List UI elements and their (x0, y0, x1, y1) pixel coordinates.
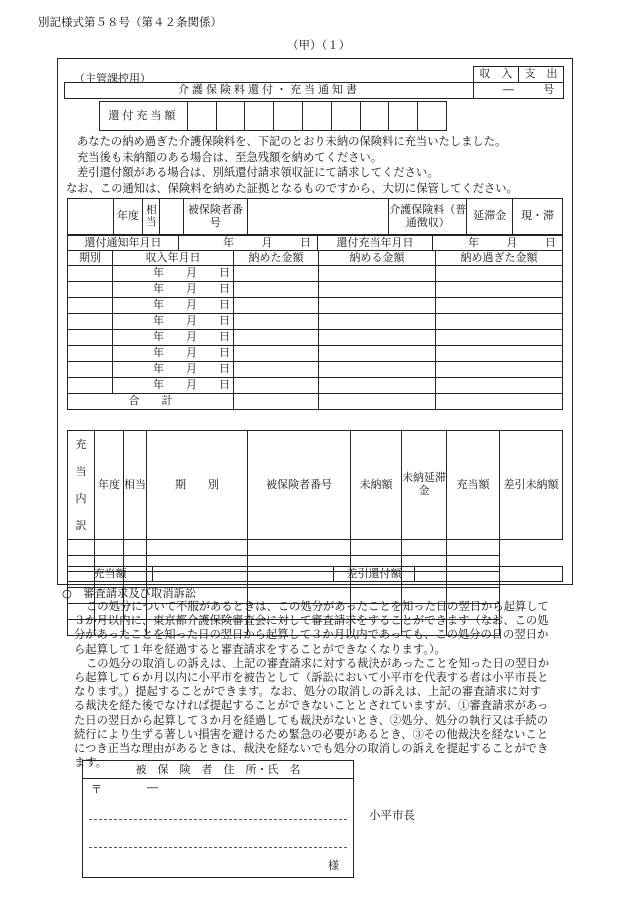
allocation-side-label (68, 431, 95, 540)
alloc-col-insured-no: 被保険者番号 (248, 431, 351, 540)
payment-due (319, 314, 436, 330)
mayor-name: 小平市長 (369, 808, 415, 822)
payment-due (319, 346, 436, 362)
form-variant: （甲）（１） (287, 38, 351, 52)
address-line (89, 847, 347, 848)
date-day: 日 (219, 266, 230, 280)
appeal-line: につき正当な理由があるときは、裁決を経ないでも処分の取消しの訴えを提起することができ (74, 742, 549, 756)
payment-row (68, 314, 563, 330)
appeal-line: ら起算して６か月以内に小平市を被告として（訴訟において小平市を代表する者は小平市長と (74, 671, 549, 685)
postal-mark: 〒 (91, 783, 102, 796)
payment-date (113, 298, 234, 314)
payment-date (113, 378, 234, 394)
appeal-line: 続行により生ずる著しい損害を避けるため緊急の必要があるとき、③その他裁決を経ないこと (74, 727, 549, 741)
notice-line: あなたの納め過ぎた介護保険料を、下記のとおり未納の保険料に充当いたしました。 (77, 135, 507, 148)
dates-table (67, 235, 563, 251)
notice-number (473, 83, 563, 99)
payment-period (68, 314, 113, 330)
alloc-col-category: 相当 (124, 431, 147, 540)
date-month: 月 (186, 346, 197, 360)
payment-due (319, 282, 436, 298)
payment-paid (234, 330, 319, 346)
appeal-line: この処分について不服があるときは、この処分があったことを知った日の翌日から起算して (86, 600, 549, 613)
payment-date (113, 346, 234, 362)
alloc-col-unpaid: 未納額 (351, 431, 402, 540)
honorific: 様 (328, 859, 339, 872)
postal-dash: ― (147, 781, 158, 794)
receipt-label: 収 入 (473, 67, 518, 83)
allocation-total-label: 充当額 (68, 567, 153, 582)
alloc-insured-no (147, 540, 248, 556)
date-day: 日 (219, 362, 230, 376)
expense-label: 支 出 (518, 67, 563, 83)
payment-row (68, 378, 563, 394)
payment-row (68, 266, 563, 282)
refund-apply-date-value (433, 236, 563, 251)
number-unit: 号 (543, 83, 555, 97)
number-dash: ― (502, 83, 514, 97)
notice-title: 介護保険料還付・充当通知書 (65, 83, 474, 99)
date-year: 年 (153, 378, 164, 392)
payment-paid (234, 314, 319, 330)
payment-row (68, 330, 563, 346)
payments-col-due: 納める金額 (319, 251, 436, 266)
date-day: 日 (219, 282, 230, 296)
payment-date (113, 314, 234, 330)
payment-paid (234, 298, 319, 314)
alloc-unpaid-late (351, 540, 402, 556)
address-box-title: 被 保 険 者 住 所・氏 名 (83, 761, 353, 779)
appeal-line: この処分の取消しの訴えは、上記の審査請求に対する裁決があったことを知った日の翌日か (86, 656, 550, 670)
date-month: 月 (186, 282, 197, 296)
form-id: 別記様式第５８号（第４２条関係） (38, 15, 222, 29)
payment-due (319, 378, 436, 394)
payment-due (319, 298, 436, 314)
payment-overpaid (436, 362, 563, 378)
payment-due (319, 362, 436, 378)
payment-overpaid (436, 282, 563, 298)
notice-line: なお、この通知は、保険料を納めた証拠となるものですから、大切に保管してください。 (66, 181, 518, 195)
notice-text (66, 134, 518, 196)
payment-period (68, 282, 113, 298)
address-line (89, 819, 347, 820)
payment-paid (234, 346, 319, 362)
appeal-line: る裁決を経た後でなければ提起することができないこととされていますが、①審査請求があっ (74, 699, 549, 713)
payment-row (68, 298, 563, 314)
appeal-line: なります。）提起することができます。なお、処分の取消しの訴えは、上記の審査請求に対す (74, 685, 542, 699)
payments-total-label: 合 計 (68, 394, 234, 410)
net-refund-label: 差引還付額 (334, 567, 415, 582)
address-box (82, 760, 354, 878)
date-year: 年 (223, 235, 234, 249)
appeal-heading: ○ 審査請求及び取消訴訟 (62, 587, 197, 600)
date-month: 月 (186, 314, 197, 328)
date-month: 月 (261, 235, 273, 249)
payment-overpaid (436, 298, 563, 314)
notice-line: 差引還付額がある場合は、別紙還付請求領収証にて請求してください。 (77, 166, 439, 179)
payment-period (68, 362, 113, 378)
premium-label: 介護保険料（普通徴収） (389, 199, 467, 235)
date-year: 年 (468, 235, 479, 249)
title-table (64, 66, 564, 99)
date-year: 年 (153, 362, 164, 376)
payment-date (113, 266, 234, 282)
payment-row (68, 362, 563, 378)
payment-overpaid (436, 378, 563, 394)
payment-period (68, 378, 113, 394)
alloc-net-unpaid (447, 540, 500, 556)
appeal-line: ３か月以内に、東京都介護保険審査会に対して審査請求をすることができます（なお、この処 (74, 614, 549, 628)
payment-due (319, 266, 436, 282)
fiscal-year-label: 年度 (113, 199, 142, 235)
appeal-text (74, 600, 584, 770)
appeal-line: ます。 (74, 756, 107, 770)
payments-col-date: 収入年月日 (113, 251, 234, 266)
allocation-side-char: 訳 (75, 519, 87, 532)
payment-date (113, 362, 234, 378)
payment-date (113, 330, 234, 346)
date-year: 年 (153, 282, 164, 296)
payment-period (68, 266, 113, 282)
appeal-line: た日の翌日から起算して３か月を経過しても裁決がないとき、②処分、処分の執行又は手続の (74, 713, 549, 727)
notice-line: 充当後も未納額のある場合は、至急残額を納めてください。 (77, 150, 383, 164)
allocation-row (68, 540, 563, 556)
issuer-control-label: （主管課控用） (74, 72, 151, 85)
refund-notice-date-value (179, 236, 318, 251)
payment-overpaid (436, 346, 563, 362)
date-year: 年 (153, 346, 164, 360)
payments-col-overpaid: 納め過ぎた金額 (436, 251, 563, 266)
alloc-year (68, 540, 95, 556)
date-year: 年 (153, 298, 164, 312)
appeal-line: 分があったことを知った日の翌日から起算して３か月以内であっても、この処分の日の翌日か (74, 628, 549, 642)
alloc-col-allocated: 充当額 (447, 431, 500, 540)
payment-paid (234, 378, 319, 394)
date-month: 月 (186, 298, 197, 312)
date-day: 日 (545, 235, 556, 249)
date-day: 日 (300, 235, 311, 249)
payment-due (319, 330, 436, 346)
payment-row (68, 346, 563, 362)
date-day: 日 (219, 314, 230, 328)
refund-apply-date-label: 還付充当年月日 (318, 236, 433, 251)
alloc-category (95, 540, 124, 556)
insured-no-label: 被保険者番号 (183, 199, 247, 235)
alloc-col-unpaid-late: 未納延滞金 (402, 431, 447, 540)
alloc-col-year: 年度 (95, 431, 124, 540)
payment-row (68, 282, 563, 298)
refund-notice-date-label: 還付通知年月日 (68, 236, 179, 251)
payment-period (68, 330, 113, 346)
alloc-col-net-unpaid: 差引未納額 (500, 431, 563, 540)
date-month: 月 (186, 266, 197, 280)
payment-paid (234, 362, 319, 378)
date-day: 日 (219, 330, 230, 344)
alloc-col-period: 期 別 (147, 431, 248, 540)
date-month: 月 (186, 330, 197, 344)
payments-col-period: 期別 (68, 251, 113, 266)
date-month: 月 (506, 235, 518, 249)
amount-table (99, 101, 447, 131)
payment-overpaid (436, 266, 563, 282)
allocation-side-char: 当 (75, 465, 87, 478)
payment-overpaid (436, 330, 563, 346)
head-table (67, 198, 563, 235)
date-day: 日 (219, 298, 230, 312)
payments-col-paid: 納めた金額 (234, 251, 319, 266)
alloc-unpaid (248, 540, 351, 556)
appeal-line: ら起算して１年を経過すると審査請求をすることができなくなります。）。 (74, 642, 446, 656)
allocation-side-char: 内 (75, 492, 87, 505)
category-label: 相当 (143, 199, 160, 235)
date-day: 日 (219, 346, 230, 360)
late-fee-label: 延滞金 (467, 199, 513, 235)
payment-period (68, 298, 113, 314)
date-year: 年 (153, 330, 164, 344)
current-overdue-label: 現・滞 (513, 199, 563, 235)
payment-period (68, 346, 113, 362)
payment-date (113, 282, 234, 298)
allocation-totals (67, 566, 563, 582)
amount-label: 還付充当額 (100, 102, 188, 131)
alloc-allocated (402, 540, 447, 556)
date-day: 日 (219, 378, 230, 392)
payment-overpaid (436, 314, 563, 330)
payment-paid (234, 266, 319, 282)
allocation-side-char: 充 (75, 438, 87, 451)
alloc-period (124, 540, 147, 556)
payments-table (67, 250, 563, 410)
payment-paid (234, 282, 319, 298)
date-year: 年 (153, 314, 164, 328)
date-month: 月 (186, 378, 197, 392)
date-year: 年 (153, 266, 164, 280)
date-month: 月 (186, 362, 197, 376)
